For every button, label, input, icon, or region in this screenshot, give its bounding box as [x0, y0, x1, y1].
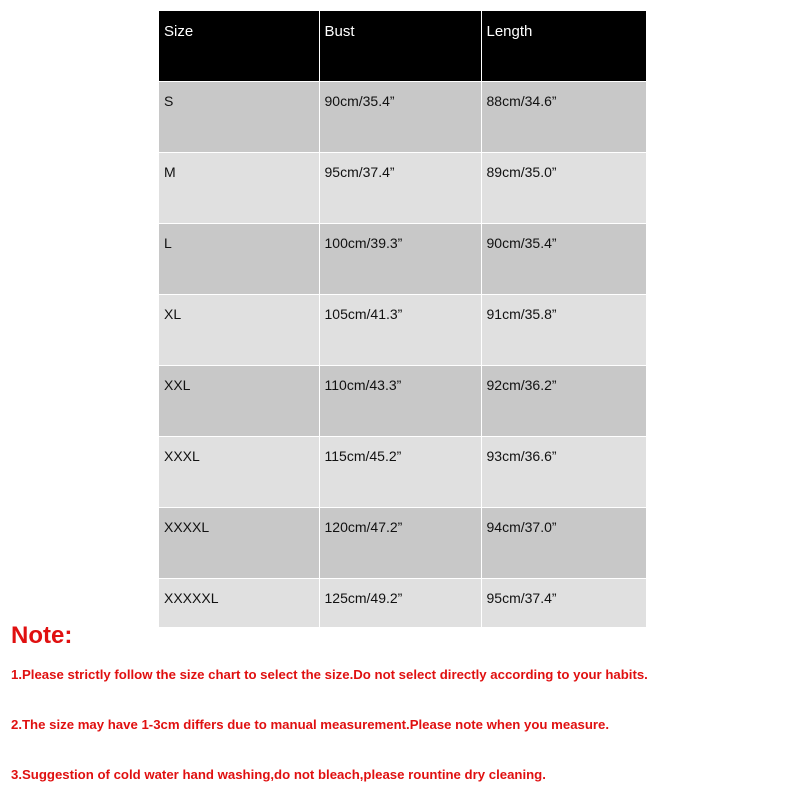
table-row — [159, 507, 646, 578]
table-row — [159, 436, 646, 507]
table-row — [159, 578, 646, 627]
cell-bust: 100cm/39.3” — [319, 223, 481, 294]
note-line-1: 1.Please strictly follow the size chart to select the size.Do not select directly according to your habits. — [11, 667, 648, 682]
header-size: Size — [159, 11, 319, 81]
cell-bust: 90cm/35.4” — [319, 81, 481, 152]
cell-length: 90cm/35.4” — [481, 223, 646, 294]
cell-bust: 105cm/41.3” — [319, 294, 481, 365]
cell-size: XXL — [159, 365, 319, 436]
cell-size: XL — [159, 294, 319, 365]
cell-bust: 95cm/37.4” — [319, 152, 481, 223]
cell-bust: 125cm/49.2” — [319, 578, 481, 627]
table-row — [159, 152, 646, 223]
cell-bust: 110cm/43.3” — [319, 365, 481, 436]
cell-bust: 115cm/45.2” — [319, 436, 481, 507]
cell-length: 95cm/37.4” — [481, 578, 646, 627]
cell-length: 94cm/37.0” — [481, 507, 646, 578]
cell-size: XXXXL — [159, 507, 319, 578]
table-header-row — [159, 11, 646, 81]
table-row — [159, 294, 646, 365]
table-row — [159, 81, 646, 152]
cell-length: 93cm/36.6” — [481, 436, 646, 507]
note-line-2: 2.The size may have 1-3cm differs due to manual measurement.Please note when you measure. — [11, 717, 610, 732]
cell-length: 88cm/34.6” — [481, 81, 646, 152]
note-title: Note: — [11, 622, 73, 649]
cell-bust: 120cm/47.2” — [319, 507, 481, 578]
header-bust: Bust — [319, 11, 481, 81]
table-row — [159, 223, 646, 294]
cell-length: 89cm/35.0” — [481, 152, 646, 223]
note-line-3: 3.Suggestion of cold water hand washing,do not bleach,please rountine dry cleaning. — [11, 767, 546, 782]
cell-length: 91cm/35.8” — [481, 294, 646, 365]
cell-size: L — [159, 223, 319, 294]
cell-size: XXXXXL — [159, 578, 319, 627]
cell-size: M — [159, 152, 319, 223]
header-length: Length — [481, 11, 646, 81]
cell-length: 92cm/36.2” — [481, 365, 646, 436]
table-row — [159, 365, 646, 436]
cell-size: S — [159, 81, 319, 152]
size-chart-table — [159, 11, 646, 627]
cell-size: XXXL — [159, 436, 319, 507]
